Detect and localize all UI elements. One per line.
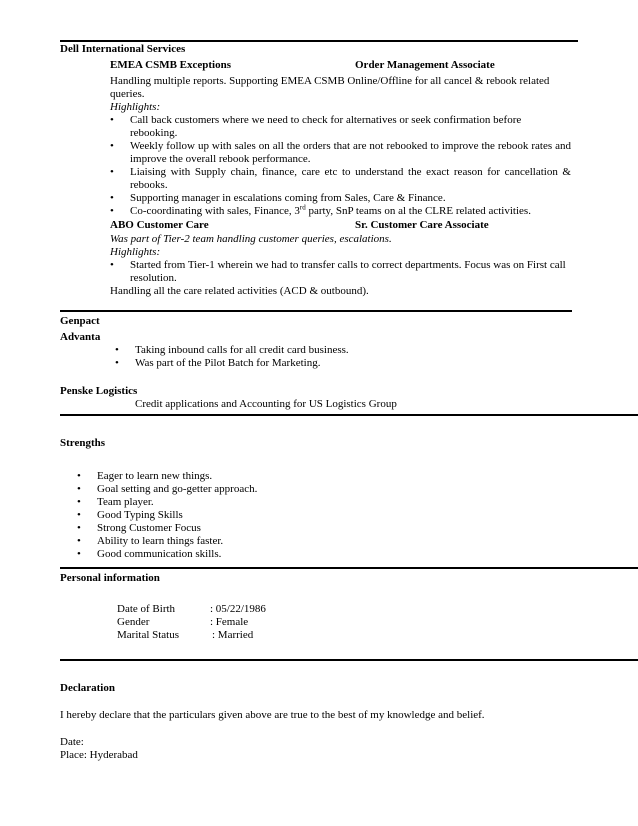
- divider: [60, 567, 638, 569]
- dell-company: Dell International Services: [60, 43, 186, 55]
- list-item: • Ability to learn things faster.: [77, 535, 224, 547]
- bullet-icon: •: [77, 522, 81, 534]
- divider: [60, 414, 638, 416]
- strengths-heading: Strengths: [60, 437, 106, 449]
- list-item: • Call back customers where we need to check for alternatives or seek confirmation before rebooking.: [110, 114, 522, 139]
- bullet-icon: •: [115, 357, 119, 369]
- dell-bullets2: [110, 259, 571, 285]
- bullet-icon: •: [110, 205, 114, 217]
- list-item: • Taking inbound calls for all credit card business.: [115, 344, 349, 356]
- bullet-icon: •: [110, 259, 114, 271]
- bullet-icon: •: [77, 548, 81, 560]
- list-item: • Good communication skills.: [77, 548, 222, 560]
- declaration-place: Place: Hyderabad: [60, 749, 138, 761]
- declaration-text: I hereby declare that the particulars given above are true to the best of my knowledge and belief.: [60, 709, 485, 721]
- genpact-bullets: [115, 344, 535, 370]
- divider: [60, 310, 572, 312]
- dell-role1: Order Management Associate: [355, 59, 495, 71]
- list-item: • Goal setting and go-getter approach.: [77, 483, 258, 495]
- list-item: • Weekly follow up with sales on all the orders that are not rebooked to improve the rebook rates and improve the overall rebook performance.: [110, 140, 571, 165]
- bullet-icon: •: [77, 496, 81, 508]
- list-item: • Supporting manager in escalations coming from Sales, Care & Finance.: [110, 192, 446, 204]
- personal-value-marital: : Married: [212, 629, 254, 641]
- bullet-icon: •: [110, 166, 114, 178]
- bullet-icon: •: [110, 140, 114, 152]
- bullet-icon: •: [110, 114, 114, 126]
- list-item: • Started from Tier-1 wherein we had to transfer calls to correct departments. Focus was on First call resolution.: [110, 259, 566, 284]
- list-item: • Was part of the Pilot Batch for Marketing.: [115, 357, 321, 369]
- personal-heading: Personal information: [60, 572, 160, 584]
- penske-desc: Credit applications and Accounting for US Logistics Group: [135, 398, 397, 410]
- bullet-icon: •: [77, 470, 81, 482]
- bullet-icon: •: [110, 192, 114, 204]
- list-item: • Team player.: [77, 496, 154, 508]
- top-rule: [60, 40, 578, 42]
- strengths-list: [77, 470, 397, 561]
- personal-label-marital: Marital Status: [117, 629, 180, 641]
- dell-highlights-label: Highlights:: [110, 101, 161, 113]
- dell-desc1: Handling multiple reports. Supporting EMEA CSMB Online/Offline for all cancel & rebook related queries.: [110, 75, 550, 100]
- dell-role2: Sr. Customer Care Associate: [355, 219, 489, 231]
- bullet-icon: •: [77, 483, 81, 495]
- declaration-heading: Declaration: [60, 682, 115, 694]
- list-item: • Liaising with Supply chain, finance, care etc to understand the exact reason for cancellation & rebooks.: [110, 166, 571, 191]
- penske-company: Penske Logistics: [60, 385, 138, 397]
- dell-desc2: Was part of Tier-2 team handling customer queries, escalations.: [110, 233, 392, 245]
- bullet-icon: •: [77, 509, 81, 521]
- personal-label-gender: Gender: [117, 616, 150, 628]
- genpact-sub: Advanta: [60, 331, 101, 343]
- list-item: • Eager to learn new things.: [77, 470, 213, 482]
- personal-label-dob: Date of Birth: [117, 603, 176, 615]
- divider: [60, 659, 638, 661]
- list-item: • Strong Customer Focus: [77, 522, 201, 534]
- list-item: • Good Typing Skills: [77, 509, 183, 521]
- dell-closing: Handling all the care related activities (ACD & outbound).: [110, 285, 369, 297]
- declaration-date: Date:: [60, 736, 84, 748]
- genpact-company: Genpact: [60, 315, 100, 327]
- bullet-icon: •: [115, 344, 119, 356]
- dell-team1: EMEA CSMB Exceptions: [110, 59, 232, 71]
- personal-value-gender: : Female: [210, 616, 249, 628]
- dell-bullets1: [110, 114, 571, 218]
- personal-value-dob: : 05/22/1986: [210, 603, 266, 615]
- bullet-icon: •: [77, 535, 81, 547]
- list-item: • Co-coordinating with sales, Finance, 3rd party, SnP teams on al the CLRE related activities.: [110, 203, 531, 217]
- dell-team2: ABO Customer Care: [110, 219, 209, 231]
- dell-highlights-label2: Highlights:: [110, 246, 161, 258]
